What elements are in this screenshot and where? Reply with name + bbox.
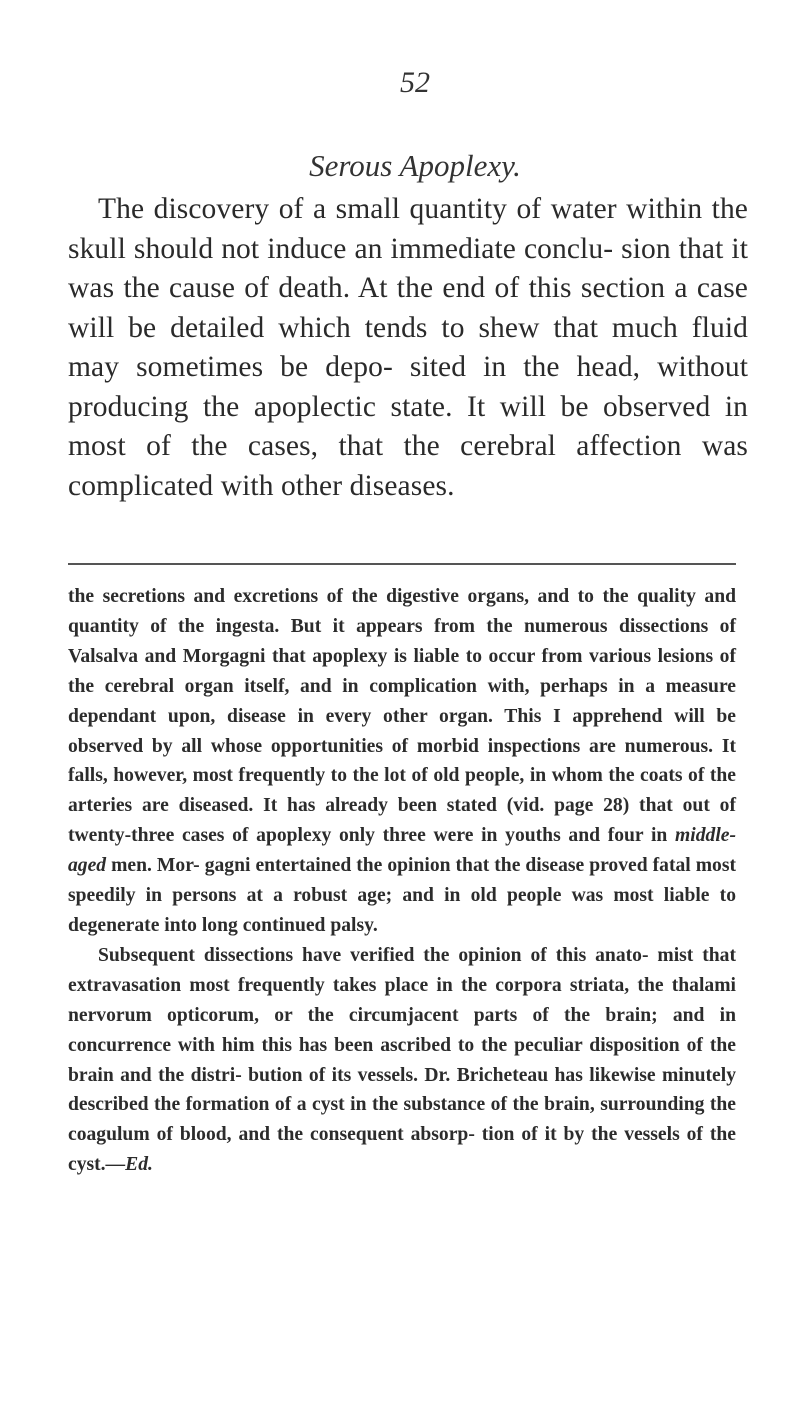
main-paragraph: The discovery of a small quantity of water within the skull should not induce an immediate conclu- sion that it was the cause of death. At the end of this section a case will be detailed which tends to shew that much fluid may sometimes be depo- sited in the head, without producing the apoplectic state. It will be observed in most of the cases, that the cerebral affection was complicated with other diseases. bbox=[68, 193, 748, 502]
footnote-paragraph-1 bbox=[68, 582, 736, 941]
footnote-text-1a: the secretions and excretions of the digestive organs, and to the quality and quantity of the ingesta. But it appears from the numerous dissections of Valsalva and Morgagni that apoplexy is liable to occur from various lesions of the cerebral organ itself, and in complication with, perhaps in a measure dependant upon, disease in every other organ. This I apprehend will be observed by all whose opportunities of morbid inspections are numerous. It falls, however, most frequently to the lot of old people, in whom the coats of the arteries are diseased. It has already been stated (vid. page 28) that out of twenty-three cases of apoplexy only three were in youths and four in bbox=[68, 586, 736, 847]
footnote-divider bbox=[68, 563, 736, 565]
footnote-text-1b: men. Mor- gagni entertained the opinion that the disease proved fatal most speedily in persons at a robust age; and in old people was most liable to degenerate into long continued palsy. bbox=[68, 855, 736, 936]
page-number: 52 bbox=[400, 66, 430, 99]
editor-signature: Ed. bbox=[125, 1154, 153, 1176]
footnote-italic-term: middle-aged bbox=[68, 825, 736, 877]
main-text bbox=[68, 190, 748, 506]
footnote-paragraph-2 bbox=[68, 941, 736, 1180]
footnote bbox=[68, 582, 736, 1180]
section-title: Serous Apoplexy. bbox=[309, 148, 521, 183]
footnote-text-2: Subsequent dissections have verified the opinion of this anato- mist that extravasation most frequently takes place in the corpora striata, the thalami nervorum opticorum, or the circumjacent parts of the brain; and in concurrence with him this has been ascribed to the peculiar disposition of the brain and the distri- bution of its vessels. Dr. Bricheteau has likewise minutely described the formation of a cyst in the substance of the brain, surrounding the coagulum of blood, and the consequent absorp- tion of it by the vessels of the cyst.— bbox=[68, 944, 736, 1176]
